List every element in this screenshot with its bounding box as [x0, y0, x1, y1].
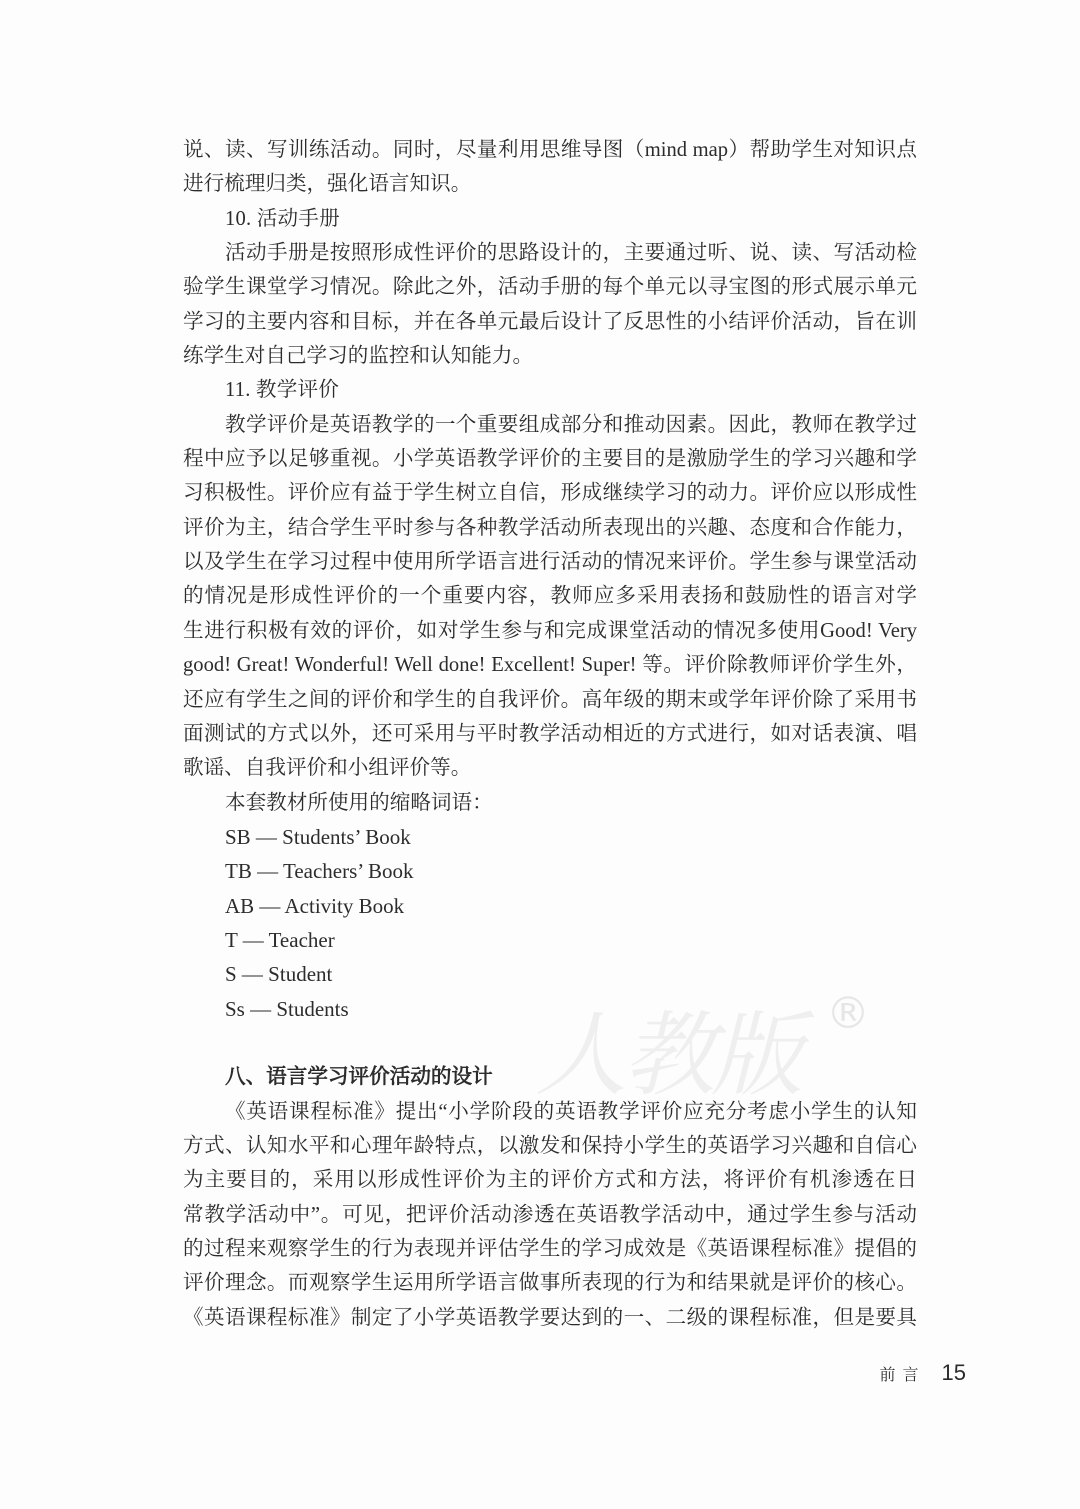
publisher-watermark: 人教版 [535, 1002, 800, 1109]
evaluation-paragraph-line: 习积极性。评价应有益于学生树立自信，形成继续学习的动力。评价应以形成性 [183, 482, 917, 505]
assessment-design-paragraph-line: 《英语课程标准》制定了小学英语教学要达到的一、二级的课程标准，但是要具 [183, 1306, 917, 1329]
evaluation-paragraph-line: 程中应予以足够重视。小学英语教学评价的主要目的是激励学生的学习兴趣和学 [183, 448, 917, 471]
page-body [183, 133, 917, 1335]
abbreviation-item: AB — Activity Book [225, 893, 405, 918]
continuation-line: 进行梳理归类，强化语言知识。 [183, 173, 472, 196]
section-spacer [183, 1026, 917, 1060]
abbreviation-item: TB — Teachers’ Book [225, 859, 414, 884]
evaluation-paragraph-line: 生进行积极有效的评价，如对学生参与和完成课堂活动的情况多使用Good! Very [183, 619, 917, 642]
evaluation-paragraph-line: 评价为主，结合学生平时参与各种教学活动所表现出的兴趣、态度和合作能力， [183, 516, 917, 539]
abbreviation-item: Ss — Students [225, 996, 349, 1021]
evaluation-paragraph-line: 的情况是形成性评价的一个重要内容，教师应多采用表扬和鼓励性的语言对学 [183, 585, 917, 608]
page-footer [880, 1360, 967, 1386]
activity-book-paragraph-line: 活动手册是按照形成性评价的思路设计的，主要通过听、说、读、写活动检 [225, 242, 917, 265]
assessment-design-paragraph-line: 评价理念。而观察学生运用所学语言做事所表现的行为和结果就是评价的核心。 [183, 1272, 917, 1295]
abbreviation-item: S — Student [225, 962, 333, 987]
assessment-design-paragraph-line: 的过程来观察学生的行为表现并评估学生的学习成效是《英语课程标准》提倡的 [183, 1238, 917, 1260]
abbreviation-item: SB — Students’ Book [225, 824, 411, 849]
page-number: 15 [941, 1360, 966, 1385]
activity-book-paragraph-line: 验学生课堂学习情况。除此之外，活动手册的每个单元以寻宝图的形式展示单元 [183, 276, 917, 299]
activity-book-paragraph-line: 学习的主要内容和目标，并在各单元最后设计了反思性的小结评价活动，旨在训 [183, 310, 917, 333]
evaluation-paragraph-line: 还应有学生之间的评价和学生的自我评价。高年级的期末或学年评价除了采用书 [183, 688, 917, 711]
section-8-heading: 八、语言学习评价活动的设计 [225, 1065, 493, 1089]
evaluation-paragraph-line: 歌谣、自我评价和小组评价等。 [183, 757, 472, 780]
section-10-heading: 10. 活动手册 [225, 207, 340, 230]
evaluation-paragraph-line: 面测试的方式以外，还可采用与平时教学活动相近的方式进行，如对话表演、唱 [183, 722, 917, 745]
running-section-label: 前言 [879, 1367, 926, 1384]
assessment-design-paragraph-line: 方式、认知水平和心理年龄特点，以激发和保持小学生的英语学习兴趣和自信心 [183, 1134, 917, 1157]
continuation-line: 说、读、写训练活动。同时，尽量利用思维导图（mind map）帮助学生对知识点 [183, 139, 917, 161]
evaluation-paragraph-line: 教学评价是英语教学的一个重要组成部分和推动因素。因此，教师在教学过 [225, 413, 917, 436]
registered-mark: ® [826, 988, 870, 1039]
activity-book-paragraph-line: 练学生对自己学习的监控和认知能力。 [183, 345, 534, 368]
assessment-design-paragraph-line: 《英语课程标准》提出“小学阶段的英语教学评价应充分考虑小学生的认知 [225, 1100, 917, 1123]
evaluation-paragraph-line: 以及学生在学习过程中使用所学语言进行活动的情况来评价。学生参与课堂活动 [183, 551, 917, 574]
abbreviations-intro: 本套教材所使用的缩略词语： [225, 791, 493, 814]
assessment-design-paragraph-line: 为主要目的，采用以形成性评价为主的评价方式和方法，将评价有机渗透在日 [183, 1169, 917, 1192]
assessment-design-paragraph-line: 常教学活动中”。可见，把评价活动渗透在英语教学活动中，通过学生参与活动 [183, 1203, 917, 1226]
section-11-heading: 11. 教学评价 [225, 379, 340, 402]
evaluation-paragraph-line: good! Great! Wonderful! Well done! Excellent! Super! 等。评价除教师评价学生外， [183, 654, 917, 677]
abbreviation-item: T — Teacher [225, 927, 335, 952]
